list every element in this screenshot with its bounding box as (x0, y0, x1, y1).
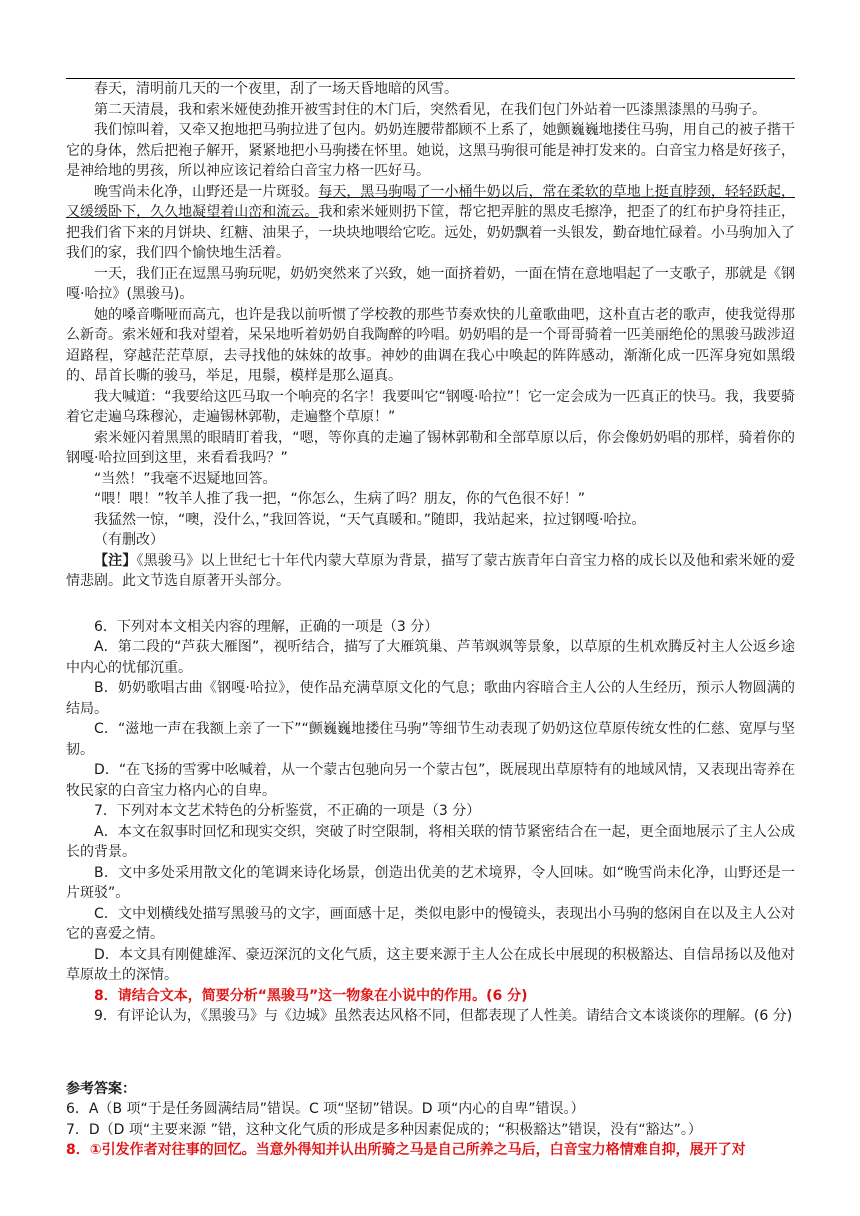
question-6: 6．下列对本文相关内容的理解，正确的一项是（3 分） (94, 618, 439, 635)
passage-text: 晚雪尚未化净，山野还是一片斑驳。 (94, 183, 319, 200)
passage-paragraph: “喂！喂！”牧羊人推了我一把，“你怎么，生病了吗？朋友，你的气色很不好！” (94, 491, 586, 507)
source-note (66, 551, 795, 592)
passage-text: 我和索米娅则扔下筐，帮它把弄脏的黑皮毛擦净，把歪了的红布护身符挂正，把我们省下来的月饼块、红糖、油果子，一块块地喂给它吃。远处，奶奶飘着一头银发，勤奋地忙碌着。小马驹加入了我们的家，我们四个愉快地生活着。 (66, 204, 796, 261)
answer-8: 8．①引发作者对往事的回忆。当意外得知并认出所骑之马是自己所养之马后，白音宝力格情难自抑，展开了对 (66, 1142, 746, 1158)
question-7: 7．下列对本文艺术特色的分析鉴赏，不正确的一项是（3 分） (94, 803, 481, 819)
document-body (66, 79, 795, 1161)
question-9: 9．有评论认为，《黑骏马》与《边城》虽然表达风格不同，但都表现了人性美。请结合文本谈谈你的理解。(6 分) (94, 1008, 793, 1024)
option-6c: C．“滋地一声在我额上亲了一下”“颤巍巍地搂住马驹”等细节生动表现了奶奶这位草原传统女性的仁慈、宽厚与坚韧。 (66, 721, 795, 758)
option-6a: A．第二段的“芦荻大雁图”，视听结合，描写了大雁筑巢、芦苇飒飒等景象，以草原的生机欢腾反衬主人公返乡途中内心的忧郁沉重。 (66, 639, 795, 676)
option-6d: D．“在飞扬的雪雾中吆喊着，从一个蒙古包驰向另一个蒙古包”，既展现出草原特有的地域风情，又表现出寄养在牧民家的白音宝力格内心的自卑。 (66, 762, 795, 799)
question-8: 8．请结合文本，简要分析“黑骏马”这一物象在小说中的作用。(6 分) (94, 987, 528, 1004)
passage-paragraph: 她的嗓音嘶哑而高亢，也许是我以前听惯了学校教的那些节奏欢快的儿童歌曲吧，这朴直古老的歌声，使我觉得那么新奇。索米娅和我对望着，呆呆地听着奶奶自我陶醉的吟唱。奶奶唱的是一个哥哥骑着一匹美丽绝伦的黑骏马跋涉迢迢路程，穿越茫茫草原，去寻找他的妹妹的故事。神妙的曲调在我心中唤起的阵阵感动，渐渐化成一匹浑身宛如黑缎的、昂首长嘶的骏马，举足，甩鬃，模样是那么逼真。 (66, 306, 795, 384)
passage-paragraph: 我大喊道：“我要给这匹马取一个响亮的名字！我要叫它“钢嘎·哈拉”！它一定会成为一匹真正的快马。我，我要骑着它走遍乌珠穆沁，走遍锡林郭勒，走遍整个草原！” (66, 388, 795, 425)
answer-6: 6．A（B 项“于是任务圆满结局”错误。C 项“坚韧”错误。D 项“内心的自卑”错误。） (66, 1101, 585, 1117)
spacer (66, 1027, 795, 1079)
option-7c: C．文中划横线处描写黑骏马的文字，画面感十足，类似电影中的慢镜头，表现出小马驹的悠闲自在以及主人公对它的喜爱之情。 (66, 905, 795, 942)
answer-7: 7．D（D 项“主要来源 ”错，这种文化气质的形成是多种因素促成的；“积极豁达”错误，没有“豁达”。） (66, 1121, 702, 1138)
answers-heading: 参考答案： (66, 1080, 136, 1097)
passage-paragraph: 我猛然一惊，“噢，没什么，”我回答说，“天气真暖和。”随即，我站起来，拉过钢嘎·哈拉。 (94, 511, 646, 528)
passage-paragraph: 春天，清明前几天的一个夜里，刮了一场天昏地暗的风雪。 (94, 81, 458, 97)
spacer (66, 592, 795, 617)
note-label: 【注】 (94, 552, 137, 569)
passage-paragraph: 索米娅闪着黑黑的眼睛盯着我，“嗯，等你真的走遍了锡林郭勒和全部草原以后，你会像奶奶唱的那样，骑着你的钢嘎·哈拉回到这里，来看看我吗？” (66, 429, 795, 466)
underlined-sentence: 每天，黑马驹喝了一小桶牛奶以后，常在柔软的草地上挺直脖颈，轻轻跃起，又缓缓卧下，久久地凝望着山峦和流云。 (66, 183, 795, 220)
option-6b: B．奶奶歌唱古曲《钢嘎·哈拉》，使作品充满草原文化的气息；歌曲内容暗合主人公的人生经历，预示人物圆满的结局。 (66, 680, 795, 717)
passage-paragraph (66, 182, 795, 264)
passage-paragraph: 一天，我们正在逗黑马驹玩呢，奶奶突然来了兴致，她一面挤着奶，一面在情在意地唱起了一支歌子，那就是《钢嘎·哈拉》(黑骏马)。 (66, 265, 795, 302)
option-7d: D．本文具有刚健雄浑、豪迈深沉的文化气质，这主要来源于主人公在成长中展现的积极豁达、自信昂扬以及他对草原故土的深情。 (66, 946, 795, 983)
option-7b: B．文中多处采用散文化的笔调来诗化场景，创造出优美的艺术境界，令人回味。如“晚雪尚未化净，山野还是一片斑驳”。 (66, 864, 795, 901)
edited-note: （有删改） (94, 532, 164, 548)
passage-paragraph: 第二天清晨，我和索米娅使劲推开被雪封住的木门后，突然看见，在我们包门外站着一匹漆黑漆黑的马驹子。 (94, 101, 766, 118)
passage-paragraph: 我们惊叫着，又牵又抱地把马驹拉进了包内。奶奶连腰带都顾不上系了，她颤巍巍地搂住马驹，用自己的被子揩干它的身体，然后把袍子解开，紧紧地把小马驹搂在怀里。她说，这黑马驹很可能是神打发来的。白音宝力格是好孩子，是神给地的男孩，所以神应该记着给白音宝力格一匹好马。 (66, 122, 795, 179)
note-text: 《黑骏马》以上世纪七十年代内蒙大草原为背景，描写了蒙古族青年白音宝力格的成长以及他和索米娅的爱情悲剧。此文节选自原著开头部分。 (66, 552, 796, 589)
passage-paragraph: “当然！”我毫不迟疑地回答。 (94, 470, 277, 487)
option-7a: A．本文在叙事时回忆和现实交织，突破了时空限制，将相关联的情节紧密结合在一起，更全面地展示了主人公成长的背景。 (66, 823, 795, 860)
